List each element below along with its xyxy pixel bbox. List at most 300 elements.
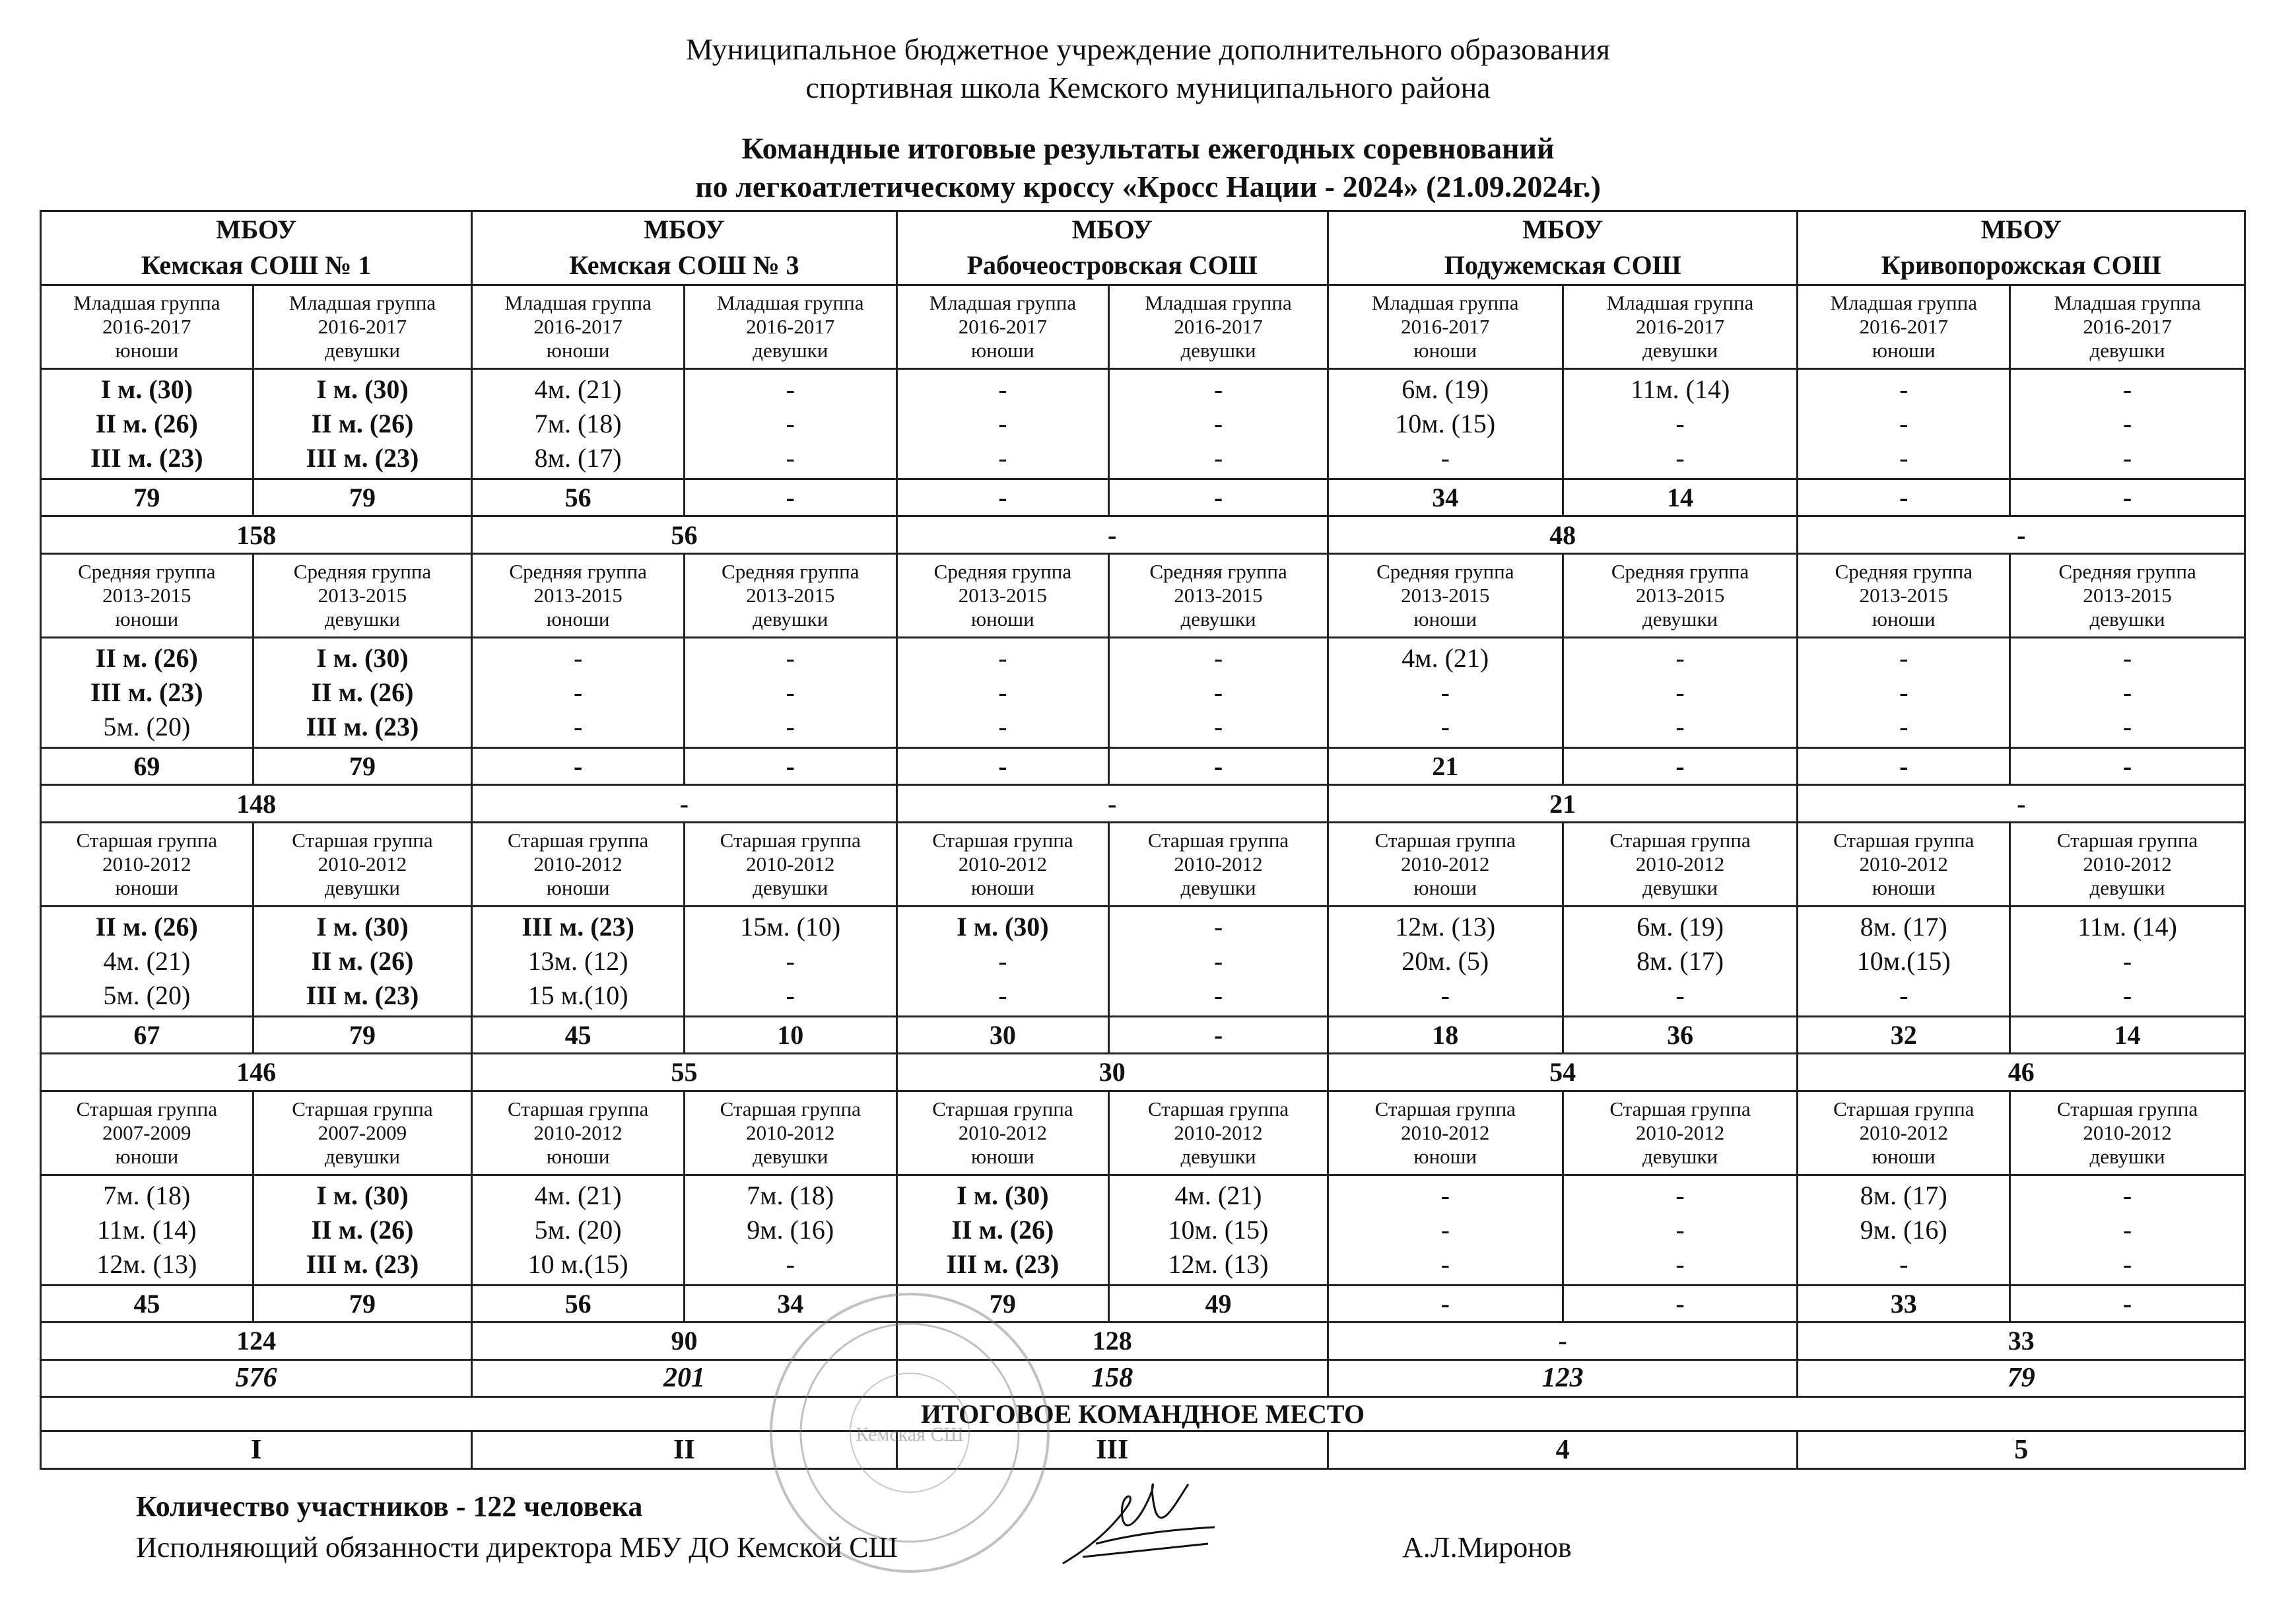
age-group-header <box>41 553 253 637</box>
placings-cell <box>2010 906 2245 1016</box>
age-group-line: 2013-2015 <box>1174 583 1263 607</box>
group-points: - <box>2010 747 2245 784</box>
placings-cell <box>1328 368 1563 479</box>
age-group-line: 2016-2017 <box>958 314 1048 338</box>
placings-cell <box>472 368 685 479</box>
placing-entry: - <box>1213 408 1223 438</box>
placing-entry: III м. (23) <box>306 442 419 473</box>
placings-cell <box>1109 906 1328 1016</box>
placing-entry: I м. (30) <box>316 642 409 673</box>
age-group-line: Средняя группа <box>1376 559 1514 583</box>
group-points: 34 <box>684 1285 896 1322</box>
age-group-line: юноши <box>1413 607 1477 631</box>
group-points: - <box>1798 747 2010 784</box>
placings-cell <box>41 368 253 479</box>
age-group-line: Старшая группа <box>507 828 649 852</box>
age-group-line: Младшая группа <box>1606 291 1754 314</box>
age-group-header <box>253 822 472 906</box>
placing-entry: 8м. (17) <box>534 442 622 473</box>
age-group-line: 2016-2017 <box>2083 314 2172 338</box>
final-place: I <box>41 1431 472 1469</box>
placing-entry: - <box>1675 642 1685 673</box>
age-group-line: Старшая группа <box>292 828 433 852</box>
school-block-total: 90 <box>472 1323 896 1359</box>
placing-entry: - <box>1675 1249 1685 1279</box>
age-group-header <box>253 285 472 368</box>
placing-entry: - <box>1213 442 1223 473</box>
age-group-line: Старшая группа <box>2056 828 2198 852</box>
school-block-total: 158 <box>41 516 472 553</box>
age-group-line: девушки <box>324 876 401 899</box>
age-group-header <box>1563 1091 1798 1175</box>
age-group-line: Старшая группа <box>1609 828 1751 852</box>
age-group-line: Младшая группа <box>504 291 652 314</box>
placing-entry: - <box>2122 442 2132 473</box>
school-block-total: - <box>472 785 896 822</box>
age-group-header <box>1109 285 1328 368</box>
placing-entry: - <box>1899 642 1908 673</box>
placing-entry: I м. (30) <box>316 1180 409 1210</box>
age-group-line: Младшая группа <box>73 291 220 314</box>
age-group-line: девушки <box>2089 1144 2165 1168</box>
results-table <box>40 210 2246 1470</box>
placing-entry: II м. (26) <box>311 408 414 438</box>
placing-entry: 8м. (17) <box>1860 911 1947 942</box>
placings-cell <box>41 1175 253 1285</box>
age-group-header <box>1109 822 1328 906</box>
school-header <box>1798 211 2245 285</box>
placing-entry: 5м. (20) <box>534 1214 622 1245</box>
school-block-total: 30 <box>896 1054 1328 1091</box>
age-group-header <box>41 285 253 368</box>
placing-entry: - <box>1675 677 1685 707</box>
age-group-header <box>1328 285 1563 368</box>
age-group-header <box>253 1091 472 1175</box>
placings-cell <box>1109 1175 1328 1285</box>
age-group-line: девушки <box>753 607 828 631</box>
placing-entry: - <box>1440 1249 1450 1279</box>
age-group-line: Средняя группа <box>722 559 860 583</box>
age-group-line: Средняя группа <box>1611 559 1749 583</box>
age-group-line: Старшая группа <box>932 828 1073 852</box>
group-points: 79 <box>253 747 472 784</box>
age-group-header <box>1563 553 1798 637</box>
placing-entry: 12м. (13) <box>1168 1249 1269 1279</box>
age-group-line: девушки <box>2089 338 2165 362</box>
school-block-total: 146 <box>41 1054 472 1091</box>
age-group-line: Младшая группа <box>288 291 436 314</box>
placings-cell <box>684 368 896 479</box>
placings-cell <box>896 637 1109 747</box>
school-type: МБОУ <box>216 215 297 245</box>
age-group-line: девушки <box>1180 338 1256 362</box>
placings-cell <box>1328 637 1563 747</box>
placing-entry: 11м. (14) <box>97 1214 197 1245</box>
age-group-line: Старшая группа <box>720 1097 861 1120</box>
age-group-header <box>896 822 1109 906</box>
group-points: - <box>472 747 685 784</box>
placing-entry: - <box>786 945 795 976</box>
school-block-total: 55 <box>472 1054 896 1091</box>
age-group-header <box>2010 1091 2245 1175</box>
placing-entry: II м. (26) <box>951 1214 1054 1245</box>
placing-entry: II м. (26) <box>311 945 414 976</box>
group-points: 79 <box>41 479 253 516</box>
placings-cell <box>1798 906 2010 1016</box>
placing-entry: - <box>2122 374 2132 404</box>
age-group-line: 2010-2012 <box>1635 852 1725 876</box>
placing-entry: - <box>786 442 795 473</box>
age-group-header <box>2010 285 2245 368</box>
placing-entry: - <box>998 945 1007 976</box>
school-block-total: 33 <box>1798 1323 2245 1359</box>
placing-entry: - <box>1213 374 1223 404</box>
school-block-total: 148 <box>41 785 472 822</box>
placings-cell <box>896 1175 1109 1285</box>
group-points: 45 <box>472 1016 685 1053</box>
school-grand-total: 123 <box>1328 1359 1798 1396</box>
age-group-line: Старшая группа <box>1147 1097 1289 1120</box>
age-group-line: юноши <box>546 338 610 362</box>
age-group-line: юноши <box>115 1144 179 1168</box>
placings-cell <box>2010 637 2245 747</box>
placing-entry: - <box>1899 677 1908 707</box>
age-group-line: юноши <box>971 876 1034 899</box>
age-group-line: 2013-2015 <box>1859 583 1948 607</box>
age-group-line: девушки <box>1642 338 1718 362</box>
age-group-header <box>684 553 896 637</box>
age-group-header <box>1798 553 2010 637</box>
age-group-line: Старшая группа <box>76 1097 217 1120</box>
group-points: - <box>896 747 1109 784</box>
school-block-total: - <box>1798 516 2245 553</box>
age-group-line: 2016-2017 <box>1401 314 1490 338</box>
placings-cell <box>1798 368 2010 479</box>
placing-entry: - <box>786 642 795 673</box>
age-group-header <box>896 1091 1109 1175</box>
placings-cell <box>896 368 1109 479</box>
age-group-line: 2010-2012 <box>533 852 623 876</box>
group-points: 67 <box>41 1016 253 1053</box>
school-type: МБОУ <box>1980 215 2062 245</box>
final-place-label: ИТОГОВОЕ КОМАНДНОЕ МЕСТО <box>41 1397 2245 1431</box>
school-header <box>896 211 1328 285</box>
placing-entry: 10м. (15) <box>1395 408 1496 438</box>
placing-entry: II м. (26) <box>95 911 198 942</box>
placing-entry: 4м. (21) <box>534 374 622 404</box>
group-points: 34 <box>1328 479 1563 516</box>
school-block-total: 56 <box>472 516 896 553</box>
group-points: 79 <box>253 1285 472 1322</box>
age-group-line: 2010-2012 <box>1401 1120 1490 1144</box>
placing-entry: - <box>1899 711 1908 741</box>
placing-entry: - <box>1675 711 1685 741</box>
school-block-total: - <box>896 516 1328 553</box>
age-group-line: юноши <box>115 876 179 899</box>
placing-entry: I м. (30) <box>316 911 409 942</box>
age-group-line: девушки <box>1180 607 1256 631</box>
school-header <box>472 211 896 285</box>
placing-entry: III м. (23) <box>90 677 203 707</box>
placing-entry: - <box>1213 642 1223 673</box>
age-group-line: 2016-2017 <box>1859 314 1948 338</box>
placing-entry: - <box>1899 980 1908 1010</box>
school-grand-total: 158 <box>896 1359 1328 1396</box>
age-group-line: девушки <box>324 338 401 362</box>
age-group-line: Старшая группа <box>292 1097 433 1120</box>
placing-entry: 9м. (16) <box>747 1214 834 1245</box>
placing-entry: - <box>1675 442 1685 473</box>
placing-entry: III м. (23) <box>946 1249 1060 1279</box>
placing-entry: III м. (23) <box>522 911 634 942</box>
age-group-line: 2010-2012 <box>958 1120 1048 1144</box>
age-group-line: юноши <box>1413 338 1477 362</box>
age-group-line: Старшая группа <box>932 1097 1073 1120</box>
placing-entry: 7м. (18) <box>534 408 622 438</box>
placings-cell <box>684 1175 896 1285</box>
age-group-line: 2010-2012 <box>1859 1120 1948 1144</box>
group-points: 14 <box>1563 479 1798 516</box>
group-points: - <box>1563 1285 1798 1322</box>
placing-entry: 13м. (12) <box>527 945 628 976</box>
age-group-line: Младшая группа <box>1145 291 1292 314</box>
age-group-line: девушки <box>324 607 401 631</box>
age-group-header <box>2010 553 2245 637</box>
age-group-line: юноши <box>115 338 179 362</box>
placing-entry: II м. (26) <box>311 677 414 707</box>
school-name: Кривопорожская СОШ <box>1881 250 2161 281</box>
group-points: - <box>1109 747 1328 784</box>
age-group-line: 2010-2012 <box>1174 852 1263 876</box>
placing-entry: III м. (23) <box>306 1249 419 1279</box>
placing-entry: - <box>2122 1214 2132 1245</box>
age-group-line: 2013-2015 <box>746 583 835 607</box>
placings-cell <box>253 637 472 747</box>
placing-entry: - <box>1440 711 1450 741</box>
school-block-total: - <box>1328 1323 1798 1359</box>
age-group-header <box>2010 822 2245 906</box>
age-group-line: 2010-2012 <box>2083 1120 2172 1144</box>
group-points: 45 <box>41 1285 253 1322</box>
school-block-total: 48 <box>1328 516 1798 553</box>
final-place: III <box>896 1431 1328 1469</box>
placing-entry: 12м. (13) <box>1395 911 1496 942</box>
placing-entry: 6м. (19) <box>1637 911 1724 942</box>
group-points: 79 <box>253 1016 472 1053</box>
placings-cell <box>253 368 472 479</box>
placing-entry: - <box>998 711 1007 741</box>
age-group-line: 2010-2012 <box>746 852 835 876</box>
school-type: МБОУ <box>644 215 725 245</box>
group-points: 14 <box>2010 1016 2245 1053</box>
school-name: Кемская СОШ № 3 <box>569 250 799 281</box>
placing-entry: 4м. (21) <box>1401 642 1489 673</box>
placing-entry: - <box>573 642 583 673</box>
age-group-line: юноши <box>1872 876 1936 899</box>
school-block-total: 128 <box>896 1323 1328 1359</box>
participants-count: Количество участников - 122 человека <box>136 1490 643 1523</box>
age-group-line: 2010-2012 <box>1401 852 1490 876</box>
school-header <box>41 211 472 285</box>
placing-entry: - <box>786 711 795 741</box>
age-group-line: Старшая группа <box>720 828 861 852</box>
age-group-header <box>472 553 685 637</box>
placings-cell <box>1798 1175 2010 1285</box>
age-group-line: Младшая группа <box>929 291 1077 314</box>
age-group-line: 2010-2012 <box>958 852 1048 876</box>
placing-entry: III м. (23) <box>306 980 419 1010</box>
placing-entry: 10 м.(15) <box>527 1249 628 1279</box>
age-group-line: девушки <box>1642 1144 1718 1168</box>
placing-entry: 12м. (13) <box>96 1249 197 1279</box>
placing-entry: III м. (23) <box>306 711 419 741</box>
placing-entry: - <box>998 677 1007 707</box>
placing-entry: 5м. (20) <box>103 711 191 741</box>
age-group-header <box>684 822 896 906</box>
group-points: 36 <box>1563 1016 1798 1053</box>
age-group-line: Младшая группа <box>1830 291 1977 314</box>
age-group-header <box>896 285 1109 368</box>
placing-entry: - <box>998 408 1007 438</box>
placing-entry: - <box>1675 1214 1685 1245</box>
age-group-line: 2016-2017 <box>746 314 835 338</box>
placing-entry: 5м. (20) <box>103 980 191 1010</box>
age-group-line: 2013-2015 <box>958 583 1048 607</box>
placing-entry: - <box>573 677 583 707</box>
age-group-line: девушки <box>1642 607 1718 631</box>
placing-entry: - <box>1440 980 1450 1010</box>
age-group-line: 2013-2015 <box>533 583 623 607</box>
age-group-header <box>684 1091 896 1175</box>
age-group-header <box>253 553 472 637</box>
placing-entry: - <box>1213 711 1223 741</box>
placing-entry: 8м. (17) <box>1860 1180 1947 1210</box>
age-group-line: юноши <box>1872 338 1936 362</box>
group-points: - <box>1328 1285 1563 1322</box>
age-group-line: юноши <box>1413 876 1477 899</box>
age-group-line: Старшая группа <box>1147 828 1289 852</box>
age-group-header <box>1563 822 1798 906</box>
age-group-line: Средняя группа <box>933 559 1072 583</box>
school-type: МБОУ <box>1071 215 1153 245</box>
placing-entry: 15м. (10) <box>740 911 841 942</box>
group-points: 21 <box>1328 747 1563 784</box>
placing-entry: - <box>1440 442 1450 473</box>
age-group-header <box>472 822 685 906</box>
age-group-line: юноши <box>546 876 610 899</box>
placing-entry: 10м.(15) <box>1856 945 1951 976</box>
age-group-line: 2013-2015 <box>318 583 407 607</box>
age-group-header <box>1563 285 1798 368</box>
placing-entry: - <box>1213 677 1223 707</box>
age-group-line: 2007-2009 <box>318 1120 407 1144</box>
age-group-line: Старшая группа <box>1609 1097 1751 1120</box>
placing-entry: I м. (30) <box>957 1180 1049 1210</box>
group-points: - <box>1798 479 2010 516</box>
age-group-line: 2016-2017 <box>1635 314 1725 338</box>
age-group-line: юноши <box>1872 607 1936 631</box>
placing-entry: 8м. (17) <box>1637 945 1724 976</box>
group-points: - <box>2010 1285 2245 1322</box>
age-group-header <box>1798 1091 2010 1175</box>
placing-entry: 4м. (21) <box>1174 1180 1262 1210</box>
placing-entry: 10м. (15) <box>1168 1214 1269 1245</box>
organization-line-2: спортивная школа Кемского муниципального района <box>805 71 1491 104</box>
age-group-line: Средняя группа <box>293 559 432 583</box>
placing-entry: - <box>998 642 1007 673</box>
placings-cell <box>1563 637 1798 747</box>
placings-cell <box>1328 906 1563 1016</box>
placing-entry: III м. (23) <box>90 442 203 473</box>
final-place: 5 <box>1798 1431 2245 1469</box>
age-group-line: девушки <box>2089 607 2165 631</box>
placing-entry: - <box>1675 1180 1685 1210</box>
final-place: II <box>472 1431 896 1469</box>
age-group-line: 2013-2015 <box>1635 583 1725 607</box>
school-type: МБОУ <box>1522 215 1604 245</box>
age-group-header <box>472 285 685 368</box>
age-group-line: девушки <box>1180 1144 1256 1168</box>
placing-entry: - <box>2122 711 2132 741</box>
placing-entry: - <box>1440 677 1450 707</box>
placing-entry: - <box>786 408 795 438</box>
placing-entry: - <box>786 1249 795 1279</box>
age-group-line: 2010-2012 <box>102 852 191 876</box>
signer-title: Исполняющий обязанности директора МБУ ДО Кемской СШ <box>136 1531 898 1563</box>
age-group-line: Младшая группа <box>1372 291 1519 314</box>
age-group-line: Старшая группа <box>1833 1097 1975 1120</box>
placing-entry: - <box>1675 980 1685 1010</box>
age-group-line: 2013-2015 <box>2083 583 2172 607</box>
placing-entry: - <box>2122 1249 2132 1279</box>
age-group-line: девушки <box>324 1144 401 1168</box>
placings-cell <box>41 637 253 747</box>
placings-cell <box>1563 368 1798 479</box>
placing-entry: - <box>2122 677 2132 707</box>
placing-entry: - <box>1213 911 1223 942</box>
placings-cell <box>253 1175 472 1285</box>
group-points: 10 <box>684 1016 896 1053</box>
age-group-line: 2016-2017 <box>318 314 407 338</box>
group-points: 33 <box>1798 1285 2010 1322</box>
age-group-header <box>1109 1091 1328 1175</box>
signature <box>1056 1464 1228 1577</box>
placing-entry: II м. (26) <box>95 408 198 438</box>
organization-line-1: Муниципальное бюджетное учреждение дополнительного образования <box>685 32 1611 66</box>
placing-entry: 11м. (14) <box>1630 374 1730 404</box>
age-group-line: Средняя группа <box>1149 559 1287 583</box>
age-group-line: Средняя группа <box>509 559 647 583</box>
placing-entry: - <box>1440 1214 1450 1245</box>
age-group-header <box>1328 553 1563 637</box>
school-name: Подужемская СОШ <box>1444 250 1681 281</box>
school-name: Рабочеостровская СОШ <box>966 250 1258 281</box>
placing-entry: 7м. (18) <box>747 1180 834 1210</box>
age-group-line: юноши <box>115 607 179 631</box>
placing-entry: - <box>573 711 583 741</box>
placing-entry: I м. (30) <box>100 374 193 404</box>
age-group-line: 2010-2012 <box>1174 1120 1263 1144</box>
placing-entry: - <box>1440 1180 1450 1210</box>
age-group-header <box>1798 822 2010 906</box>
age-group-line: 2016-2017 <box>102 314 191 338</box>
age-group-line: 2013-2015 <box>1401 583 1490 607</box>
age-group-line: 2010-2012 <box>1859 852 1948 876</box>
placing-entry: - <box>786 677 795 707</box>
group-points: 32 <box>1798 1016 2010 1053</box>
placing-entry: - <box>2122 1180 2132 1210</box>
placing-entry: - <box>1899 1249 1908 1279</box>
